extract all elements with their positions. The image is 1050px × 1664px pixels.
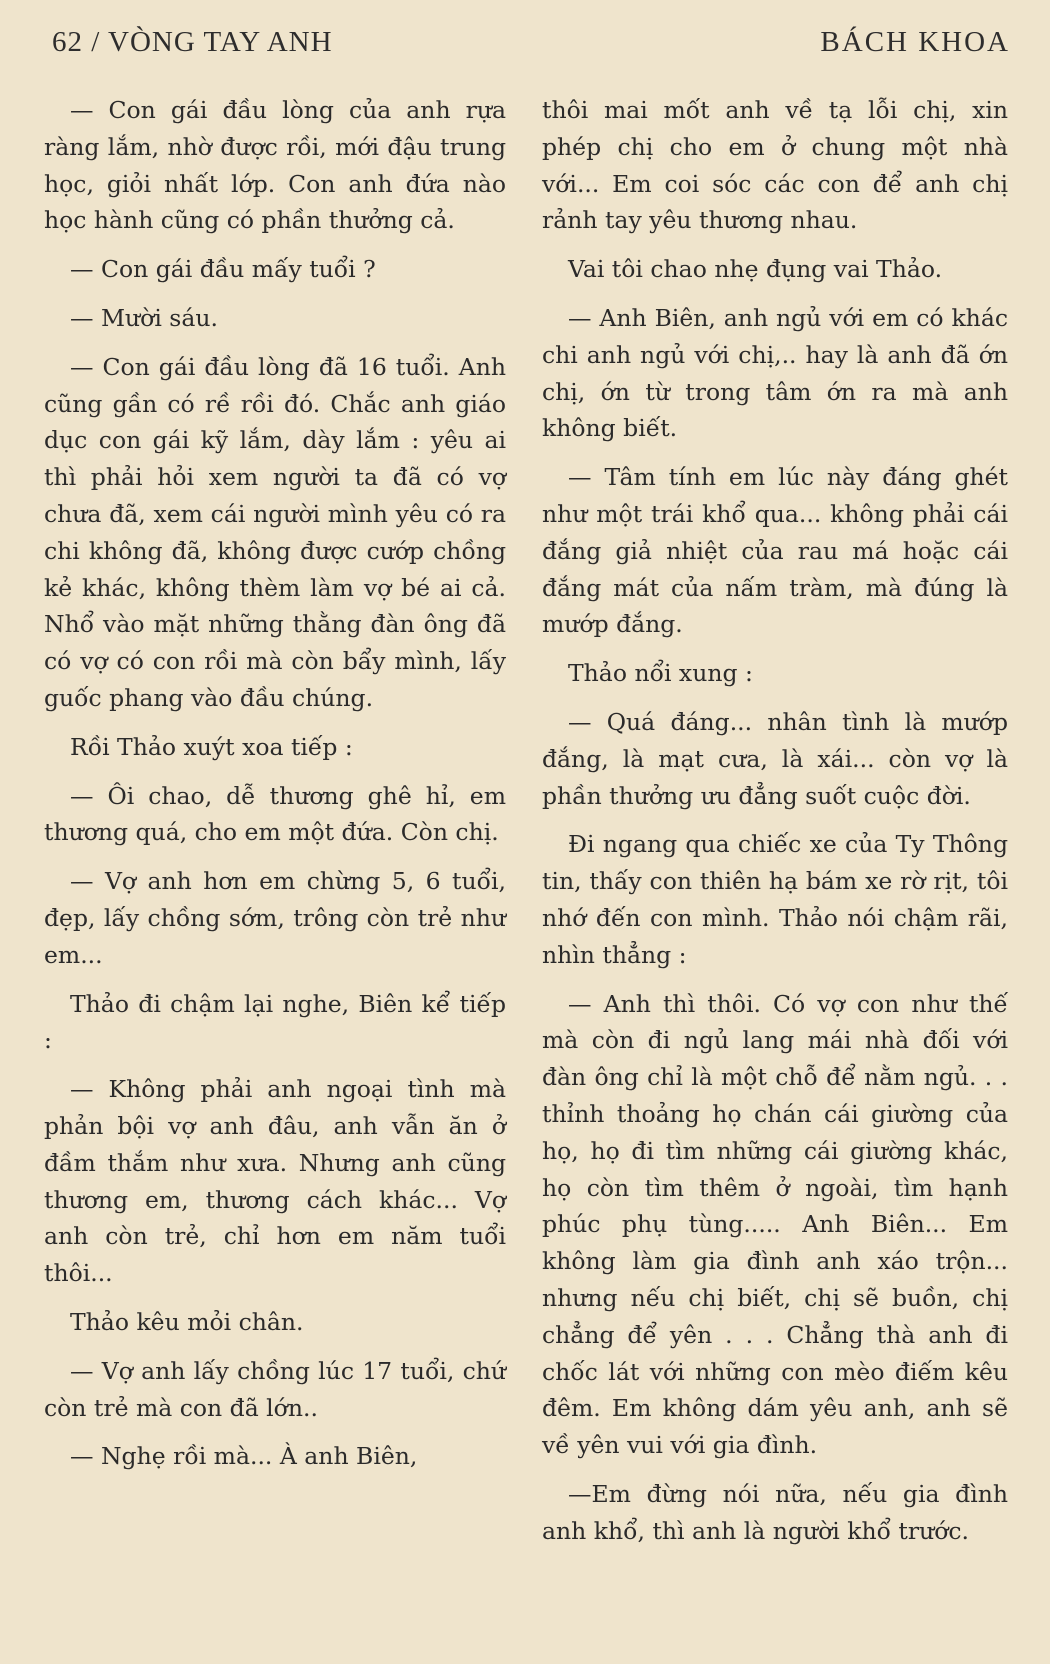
paragraph: Thảo kêu mỏi chân. [70,1307,304,1336]
paragraph: — Vợ anh lấy chồng lúc 17 tuổi, chứ còn trẻ mà con đã lớn.. [44,1356,506,1422]
page-header [0,0,1050,100]
paragraph: thôi mai mốt anh về tạ lỗi chị, xin phép chị cho em ở chung một nhà với... Em coi sóc các con để anh chị rảnh tay yêu thương nhau. [542,96,1008,235]
paragraph: —Em đừng nói nữa, nếu gia đình anh khổ, thì anh là người khổ trước. [542,1479,1008,1545]
paragraph: — Không phải anh ngoại tình mà phản bội vợ anh đâu, anh vẫn ăn ở đầm thắm như xưa. Nhưng anh cũng thương em, thương cách khác... Vợ anh còn trẻ, chỉ hơn em năm tuổi thôi... [44,1075,506,1288]
paragraph: — Mười sáu. [70,303,218,332]
paragraph: — Con gái đầu lòng của anh rựa ràng lắm, nhờ được rồi, mới đậu trung học, giỏi nhất lớp. Con anh đứa nào học hành cũng có phần thưởng cả. [44,96,506,235]
paragraph: — Anh thì thôi. Có vợ con như thế mà còn đi ngủ lang mái nhà đối với đàn ông chỉ là một chỗ để nằm ngủ. . . thỉnh thoảng họ chán cái giường của họ, họ đi tìm những cái giường khác, họ còn tìm thêm ở ngoài, tìm hạnh phúc phụ tùng..... Anh Biên... Em không làm gia đình anh xáo trộn... nhưng nếu chị biết, chị sẽ buồn, chị chẳng để yên . . . Chẳng thà anh đi chốc lát với những con mèo điếm kêu đêm. Em không dám yêu anh, anh sẽ về yên vui với gia đình. [542,989,1008,1460]
paragraph: — Vợ anh hơn em chừng 5, 6 tuổi, đẹp, lấy chồng sớm, trông còn trẻ như em... [44,867,506,969]
paragraph: — Nghẹ rồi mà... À anh Biên, [70,1442,418,1471]
paragraph: — Ôi chao, dễ thương ghê hỉ, em thương quá, cho em một đứa. Còn chị. [44,781,506,847]
page-number-and-title: 62 / VÒNG TAY ANH [52,26,333,58]
paragraph: — Tâm tính em lúc này đáng ghét như một trái khổ qua... không phải cái đắng giả nhiệt của rau má hoặc cái đắng mát của nấm tràm, mà đúng là mướp đắng. [542,463,1008,639]
paragraph: — Anh Biên, anh ngủ với em có khác chi anh ngủ với chị,.. hay là anh đã ớn chị, ớn từ trong tâm ớn ra mà anh không biết. [542,303,1008,443]
paragraph: Thảo đi chậm lại nghe, Biên kể tiếp : [44,989,506,1055]
paragraph: Vai tôi chao nhẹ đụng vai Thảo. [568,255,943,284]
publication-name: BÁCH KHOA [820,26,1010,58]
paragraph: — Con gái đầu lòng đã 16 tuổi. Anh cũng gần có rề rồi đó. Chắc anh giáo dục con gái kỹ lắm, dày lắm : yêu ai thì phải hỏi xem người ta đã có vợ chưa đã, xem cái người mình yêu có ra chi không đã, không được cướp chồng kẻ khác, không thèm làm vợ bé ai cả. Nhổ vào mặt những thằng đàn ông đã có vợ có con rồi mà còn bẩy mình, lấy guốc phang vào đầu chúng. [44,352,506,712]
paragraph: — Quá đáng... nhân tình là mướp đắng, là mạt cưa, là xái... còn vợ là phần thưởng ưu đẳng suốt cuộc đời. [542,707,1008,810]
left-column [44,92,506,1487]
right-column [542,92,1008,1561]
paragraph: — Con gái đầu mấy tuổi ? [70,255,376,284]
paragraph: Thảo nổi xung : [568,659,753,688]
paragraph: Rồi Thảo xuýt xoa tiếp : [70,732,353,761]
paragraph: Đi ngang qua chiếc xe của Ty Thông tin, thấy con thiên hạ bám xe rờ rịt, tôi nhớ đến con mình. Thảo nói chậm rãi, nhìn thẳng : [542,830,1008,969]
